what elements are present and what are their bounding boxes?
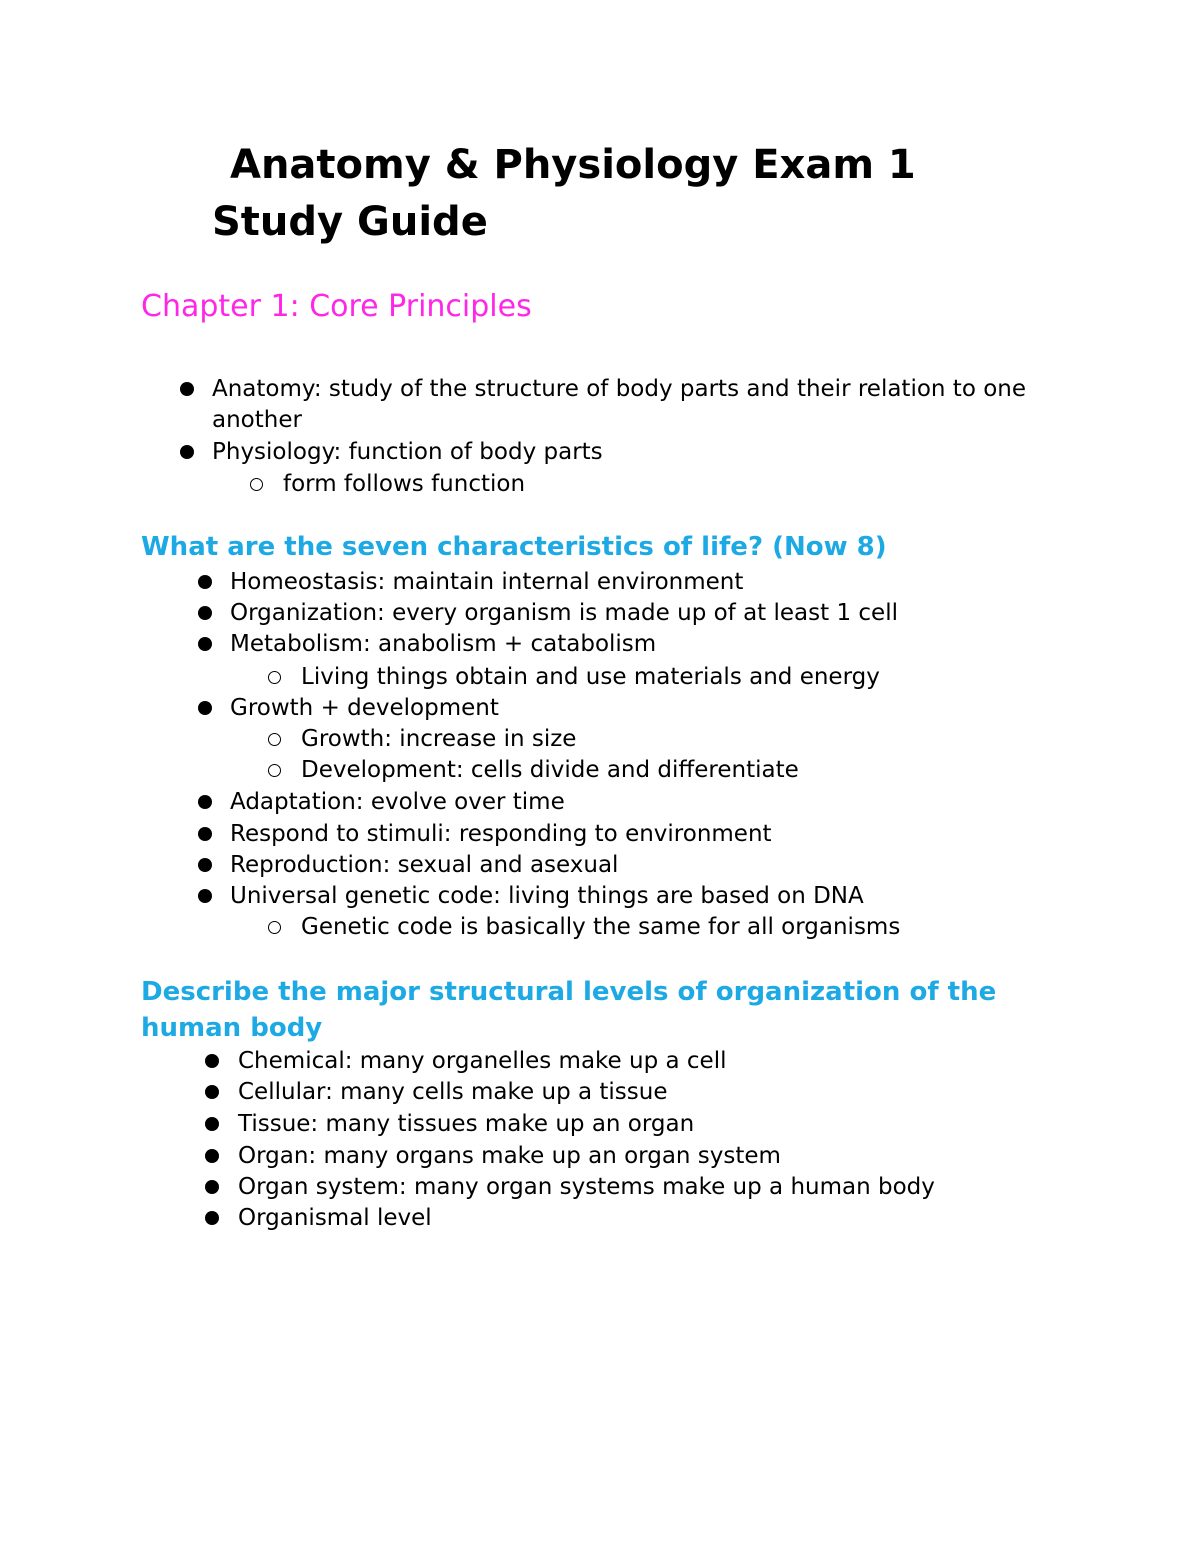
filled-bullet-icon bbox=[205, 1085, 219, 1099]
filled-bullet-icon bbox=[205, 1054, 219, 1068]
list-item-text: Living things obtain and use materials and energy bbox=[301, 664, 880, 690]
hollow-bullet-icon bbox=[268, 921, 281, 934]
filled-bullet-icon bbox=[198, 606, 212, 620]
document-title-line-1: Anatomy & Physiology Exam 1 bbox=[230, 142, 916, 188]
list-item-text: Metabolism: anabolism + catabolism bbox=[230, 631, 657, 657]
list-item-text: Genetic code is basically the same for all organisms bbox=[301, 914, 901, 940]
list-item-text: Chemical: many organelles make up a cell bbox=[238, 1048, 727, 1074]
filled-bullet-icon bbox=[198, 795, 212, 809]
filled-bullet-icon bbox=[198, 701, 212, 715]
filled-bullet-icon bbox=[198, 575, 212, 589]
hollow-bullet-icon bbox=[250, 478, 263, 491]
list-item-text: Organization: every organism is made up of at least 1 cell bbox=[230, 600, 898, 626]
list-item-text: Development: cells divide and differentiate bbox=[301, 757, 799, 783]
hollow-bullet-icon bbox=[268, 764, 281, 777]
filled-bullet-icon bbox=[198, 827, 212, 841]
list-item-text: Homeostasis: maintain internal environment bbox=[230, 569, 744, 595]
filled-bullet-icon bbox=[205, 1149, 219, 1163]
list-item-text: Organ: many organs make up an organ system bbox=[238, 1143, 781, 1169]
list-item-text: Organismal level bbox=[238, 1205, 432, 1231]
list-item-text: Growth + development bbox=[230, 695, 499, 721]
list-item-text: Physiology: function of body parts bbox=[212, 439, 603, 465]
list-item-anatomy-continued: another bbox=[212, 407, 302, 433]
list-item-text: Adaptation: evolve over time bbox=[230, 789, 565, 815]
list-item-text: Organ system: many organ systems make up a human body bbox=[238, 1174, 935, 1200]
list-item-text: form follows function bbox=[283, 471, 526, 497]
section-heading-line-1: Describe the major structural levels of organization of the bbox=[141, 977, 997, 1007]
section-heading-levels bbox=[141, 974, 1041, 1046]
section-heading-characteristics: What are the seven characteristics of life? (Now 8) bbox=[141, 532, 887, 562]
filled-bullet-icon bbox=[180, 382, 194, 396]
filled-bullet-icon bbox=[198, 637, 212, 651]
filled-bullet-icon bbox=[198, 858, 212, 872]
filled-bullet-icon bbox=[198, 889, 212, 903]
filled-bullet-icon bbox=[180, 445, 194, 459]
list-item-text: Anatomy: study of the structure of body parts and their relation to one bbox=[212, 376, 1026, 402]
document-title-line-2: Study Guide bbox=[212, 199, 488, 245]
list-item-text: Reproduction: sexual and asexual bbox=[230, 852, 619, 878]
list-item-text: Universal genetic code: living things are based on DNA bbox=[230, 883, 864, 909]
section-heading-line-2: human body bbox=[141, 1013, 323, 1043]
filled-bullet-icon bbox=[205, 1180, 219, 1194]
filled-bullet-icon bbox=[205, 1117, 219, 1131]
list-item-text: Growth: increase in size bbox=[301, 726, 577, 752]
chapter-heading: Chapter 1: Core Principles bbox=[141, 289, 532, 324]
list-item-text: Respond to stimuli: responding to environment bbox=[230, 821, 772, 847]
list-item-text: Tissue: many tissues make up an organ bbox=[238, 1111, 695, 1137]
hollow-bullet-icon bbox=[268, 733, 281, 746]
hollow-bullet-icon bbox=[268, 671, 281, 684]
filled-bullet-icon bbox=[205, 1211, 219, 1225]
list-item-text: Cellular: many cells make up a tissue bbox=[238, 1079, 668, 1105]
